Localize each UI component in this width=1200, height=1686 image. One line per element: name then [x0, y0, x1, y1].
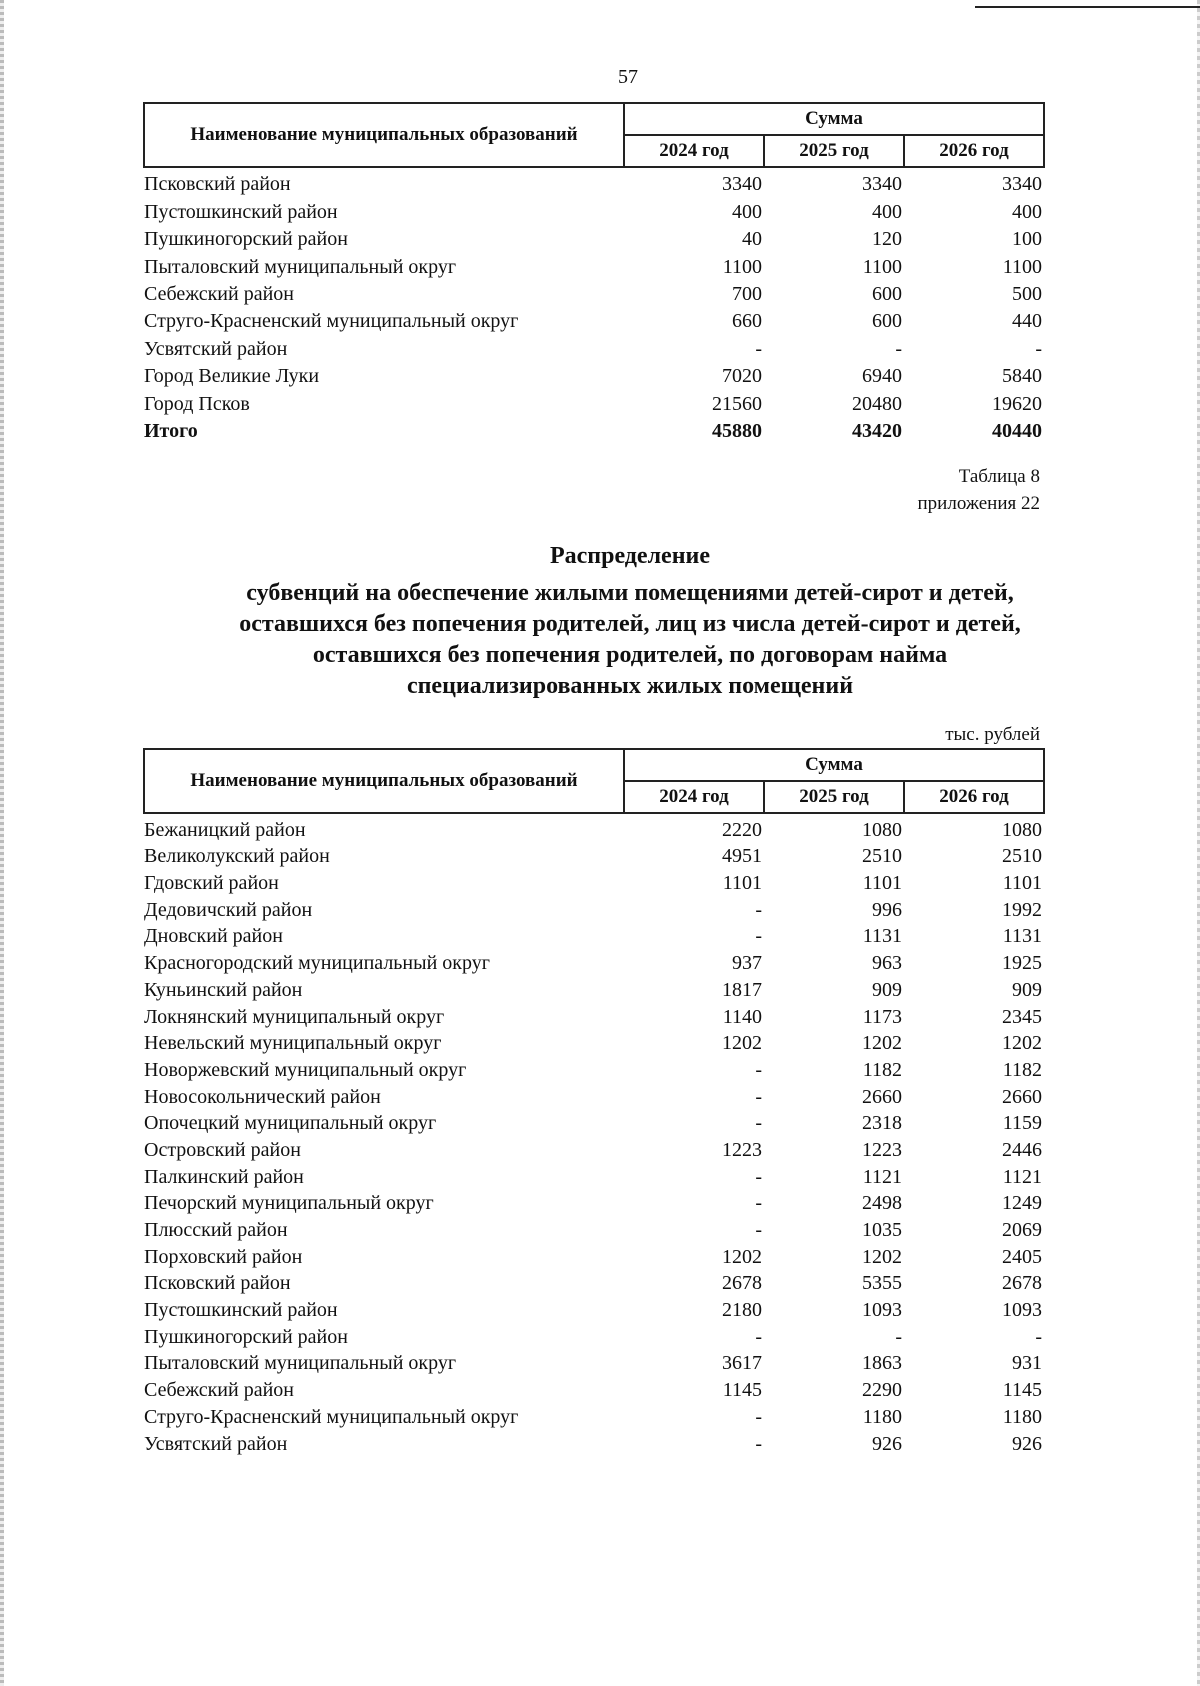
- amount-2024: 1100: [722, 255, 762, 278]
- amount-2026: 1131: [1002, 925, 1042, 948]
- amount-2025: 6940: [862, 365, 902, 388]
- amount-2024: 7020: [722, 365, 762, 388]
- amount-2025: 1202: [862, 1245, 902, 1268]
- table-row: [144, 1268, 1044, 1295]
- table-row: [144, 250, 1044, 277]
- table-row: [144, 894, 1044, 921]
- amount-2024: -: [755, 1058, 762, 1081]
- amount-2024: 45880: [712, 419, 762, 442]
- table-row: [144, 921, 1044, 948]
- amount-2026: 926: [1012, 1432, 1042, 1455]
- amount-2024: -: [755, 1112, 762, 1135]
- header-year-2026: 2026 год: [904, 781, 1044, 813]
- amount-2026: 1093: [1002, 1299, 1042, 1322]
- amount-2024: -: [755, 1219, 762, 1241]
- amount-2025: 963: [872, 952, 902, 975]
- amount-2024: 400: [732, 200, 762, 223]
- amount-2026: 3340: [1002, 173, 1042, 196]
- amount-2025: 2318: [862, 1112, 902, 1135]
- allocation-table-continued: [143, 102, 1045, 442]
- municipality-name: Пустошкинский район: [144, 1299, 338, 1322]
- municipality-name: Бежаницкий район: [144, 818, 306, 841]
- municipality-name: Себежский район: [144, 282, 294, 305]
- amount-2026: 2678: [1002, 1272, 1042, 1295]
- amount-2026: 1145: [1002, 1379, 1042, 1402]
- amount-2024: -: [755, 1165, 762, 1188]
- municipality-name: Плюсский район: [144, 1219, 288, 1241]
- table-row: [144, 1161, 1044, 1188]
- header-sum: Сумма: [624, 103, 1044, 135]
- table-row: [144, 1321, 1044, 1348]
- title-line-3: оставшихся без попечения родителей, лиц из числа детей-сирот и детей,: [239, 611, 1021, 637]
- amount-2024: -: [755, 1325, 762, 1348]
- amount-2026: 1202: [1002, 1032, 1042, 1055]
- amount-2024: 3617: [722, 1352, 762, 1375]
- amount-2025: 1121: [862, 1165, 902, 1188]
- amount-2026: 1100: [1002, 255, 1042, 278]
- municipality-name: Город Великие Луки: [144, 365, 320, 388]
- amount-2025: 1863: [862, 1352, 902, 1375]
- table-number: Таблица 8: [958, 466, 1040, 487]
- municipality-name: Пушкиногорский район: [144, 1325, 348, 1348]
- amount-2026: -: [1035, 1325, 1042, 1348]
- header-year-2026: 2026 год: [904, 135, 1044, 167]
- amount-2026: 1182: [1002, 1058, 1042, 1081]
- title-line-5: специализированных жилых помещений: [406, 673, 854, 699]
- header-year-2024: 2024 год: [624, 135, 764, 167]
- amount-2025: 1223: [862, 1138, 902, 1161]
- table-row: [144, 1108, 1044, 1135]
- municipality-name: Великолукский район: [144, 845, 330, 868]
- table-row: [144, 813, 1044, 841]
- amount-2024: 1817: [722, 978, 762, 1001]
- table-body: [144, 813, 1044, 1455]
- amount-2024: 937: [732, 952, 762, 975]
- amount-2025: 1035: [862, 1219, 902, 1241]
- municipality-name: Палкинский район: [144, 1165, 304, 1188]
- municipality-name: Пушкиногорский район: [144, 228, 348, 251]
- amount-2026: 2345: [1002, 1005, 1042, 1028]
- amount-2026: 1159: [1002, 1112, 1042, 1135]
- table-row: [144, 947, 1044, 974]
- table-row: [144, 1428, 1044, 1455]
- amount-2025: 20480: [852, 392, 902, 415]
- table-row: [144, 867, 1044, 894]
- appendix-number: приложения 22: [917, 493, 1040, 514]
- amount-2026: 100: [1012, 228, 1042, 251]
- amount-2025: 1131: [862, 925, 902, 948]
- amount-2025: 400: [872, 200, 902, 223]
- amount-2026: 1925: [1002, 952, 1042, 975]
- municipality-name: Опочецкий муниципальный округ: [144, 1112, 437, 1135]
- table-row: [144, 1028, 1044, 1055]
- amount-2025: -: [895, 337, 902, 360]
- amount-2026: 440: [1012, 310, 1042, 333]
- amount-2026: 40440: [992, 419, 1042, 442]
- table-row: [144, 1401, 1044, 1428]
- table-row: [144, 841, 1044, 868]
- table-row: [144, 167, 1044, 195]
- amount-2026: 5840: [1002, 365, 1042, 388]
- amount-2025: 600: [872, 282, 902, 305]
- municipality-name: Новоржевский муниципальный округ: [144, 1058, 467, 1081]
- municipality-name: Струго-Красненский муниципальный округ: [144, 310, 519, 333]
- amount-2025: 1101: [862, 872, 902, 895]
- municipality-name: Пустошкинский район: [144, 200, 338, 223]
- table-row: [144, 1214, 1044, 1241]
- table-row: [144, 195, 1044, 222]
- amount-2025: 1182: [862, 1058, 902, 1081]
- municipality-name: Струго-Красненский муниципальный округ: [144, 1405, 519, 1428]
- municipality-name: Порховский район: [144, 1245, 303, 1268]
- amount-2024: -: [755, 1432, 762, 1455]
- amount-2024: -: [755, 337, 762, 360]
- header-year-2025: 2025 год: [764, 781, 904, 813]
- title-line-4: оставшихся без попечения родителей, по договорам найма: [312, 642, 948, 668]
- municipality-name: Новосокольнический район: [144, 1085, 381, 1108]
- amount-2026: 1101: [1002, 872, 1042, 895]
- amount-2026: 2069: [1002, 1219, 1042, 1241]
- table-row: [144, 974, 1044, 1001]
- table-row: [144, 1134, 1044, 1161]
- header-year-2025: 2025 год: [764, 135, 904, 167]
- amount-2025: 1100: [862, 255, 902, 278]
- table-row: [144, 1188, 1044, 1215]
- municipality-name: Пыталовский муниципальный округ: [144, 255, 457, 278]
- table-row: [144, 1001, 1044, 1028]
- municipality-name: Печорский муниципальный округ: [144, 1192, 434, 1215]
- table-row: [144, 223, 1044, 250]
- amount-2025: 2510: [862, 845, 902, 868]
- amount-2024: 660: [732, 310, 762, 333]
- amount-2024: 2180: [722, 1299, 762, 1322]
- amount-2025: 2498: [862, 1192, 902, 1215]
- amount-2025: 1080: [862, 818, 902, 841]
- table-body: [144, 167, 1044, 442]
- amount-2024: -: [755, 1192, 762, 1215]
- municipality-name: Куньинский район: [144, 978, 303, 1001]
- municipality-name: Дедовичский район: [144, 898, 313, 921]
- amount-2025: 996: [872, 898, 902, 921]
- amount-2025: 43420: [852, 419, 902, 442]
- municipality-name: Город Псков: [144, 392, 250, 415]
- header-year-2024: 2024 год: [624, 781, 764, 813]
- subvention-distribution-table: [143, 748, 1045, 1455]
- amount-2025: 5355: [862, 1272, 902, 1295]
- amount-2024: -: [755, 1085, 762, 1108]
- amount-2024: 700: [732, 282, 762, 305]
- amount-2026: 931: [1012, 1352, 1042, 1375]
- amount-2026: 2660: [1002, 1085, 1042, 1108]
- amount-2025: 1202: [862, 1032, 902, 1055]
- table-row: [144, 1374, 1044, 1401]
- table-row: [144, 360, 1044, 387]
- amount-2026: 1080: [1002, 818, 1042, 841]
- municipality-name: Усвятский район: [144, 337, 288, 360]
- table-row: [144, 1348, 1044, 1375]
- municipality-name: Гдовский район: [144, 872, 279, 895]
- amount-2024: 40: [742, 228, 762, 251]
- amount-2024: 1145: [722, 1379, 762, 1402]
- amount-2025: 120: [872, 228, 902, 251]
- table-row: [144, 387, 1044, 414]
- total-row: [144, 415, 1044, 442]
- amount-2024: 1202: [722, 1032, 762, 1055]
- amount-2026: 1992: [1002, 898, 1042, 921]
- amount-2025: 3340: [862, 173, 902, 196]
- amount-2024: 2220: [722, 818, 762, 841]
- municipality-name: Псковский район: [144, 1272, 291, 1295]
- amount-2024: 1140: [722, 1005, 762, 1028]
- amount-2026: 500: [1012, 282, 1042, 305]
- municipality-name: Невельский муниципальный округ: [144, 1032, 442, 1055]
- amount-2024: 1101: [722, 872, 762, 895]
- amount-2024: 4951: [722, 845, 762, 868]
- table-row: [144, 1054, 1044, 1081]
- municipality-name: Себежский район: [144, 1379, 294, 1402]
- title-line-2: субвенций на обеспечение жилыми помещениями детей-сирот и детей,: [246, 580, 1014, 606]
- municipality-name: Дновский район: [144, 925, 283, 948]
- top-rule: [975, 6, 1200, 8]
- municipality-name: Красногородский муниципальный округ: [144, 952, 490, 975]
- amount-2024: 1202: [722, 1245, 762, 1268]
- municipality-name: Усвятский район: [144, 1432, 288, 1455]
- amount-2026: 1180: [1002, 1405, 1042, 1428]
- header-municipality: Наименование муниципальных образований: [144, 103, 624, 167]
- table-row: [144, 305, 1044, 332]
- municipality-name: Локнянский муниципальный округ: [144, 1005, 445, 1028]
- municipality-name: Псковский район: [144, 173, 291, 196]
- page-number: 57: [618, 66, 638, 88]
- title-line-1: Распределение: [549, 543, 711, 569]
- amount-2026: 1121: [1002, 1165, 1042, 1188]
- amount-2024: -: [755, 898, 762, 921]
- amount-2025: 1180: [862, 1405, 902, 1428]
- units-label: тыс. рублей: [945, 724, 1040, 745]
- amount-2025: 2660: [862, 1085, 902, 1108]
- table-row: [144, 278, 1044, 305]
- amount-2026: -: [1035, 337, 1042, 360]
- amount-2025: 909: [872, 978, 902, 1001]
- header-municipality: Наименование муниципальных образований: [144, 749, 624, 813]
- municipality-name: Пыталовский муниципальный округ: [144, 1352, 457, 1375]
- amount-2025: 1093: [862, 1299, 902, 1322]
- amount-2024: 1223: [722, 1138, 762, 1161]
- amount-2024: -: [755, 925, 762, 948]
- amount-2026: 19620: [992, 392, 1042, 415]
- amount-2024: 3340: [722, 173, 762, 196]
- amount-2026: 909: [1012, 978, 1042, 1001]
- table-row: [144, 1294, 1044, 1321]
- amount-2025: 600: [872, 310, 902, 333]
- amount-2026: 2405: [1002, 1245, 1042, 1268]
- amount-2026: 2510: [1002, 845, 1042, 868]
- amount-2024: -: [755, 1405, 762, 1428]
- table-row: [144, 332, 1044, 359]
- amount-2024: 2678: [722, 1272, 762, 1295]
- municipality-name: Итого: [144, 419, 198, 442]
- amount-2025: 926: [872, 1432, 902, 1455]
- table-row: [144, 1241, 1044, 1268]
- amount-2026: 2446: [1002, 1138, 1042, 1161]
- amount-2025: -: [895, 1325, 902, 1348]
- amount-2026: 400: [1012, 200, 1042, 223]
- amount-2025: 2290: [862, 1379, 902, 1402]
- scan-edge-left: [0, 0, 4, 1686]
- amount-2024: 21560: [712, 392, 762, 415]
- header-sum: Сумма: [624, 749, 1044, 781]
- table-row: [144, 1081, 1044, 1108]
- amount-2026: 1249: [1002, 1192, 1042, 1215]
- municipality-name: Островский район: [144, 1138, 301, 1161]
- amount-2025: 1173: [862, 1005, 902, 1028]
